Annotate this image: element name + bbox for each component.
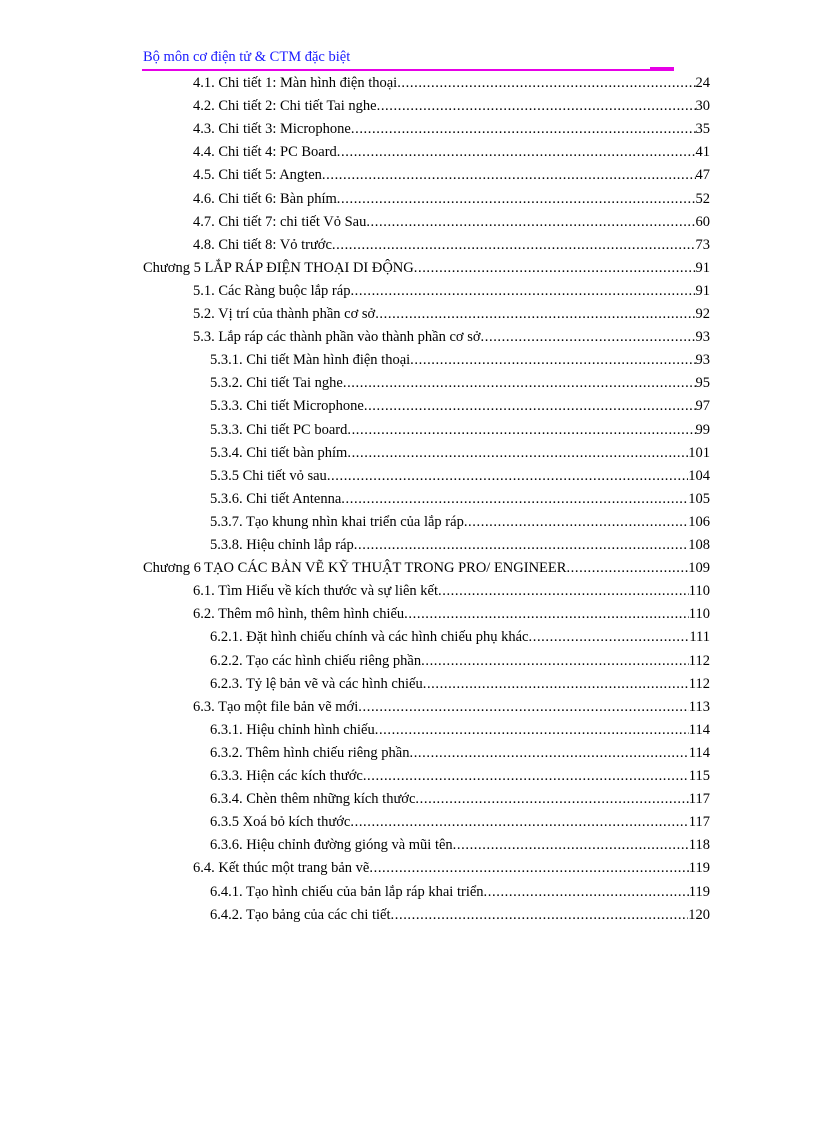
toc-dot-leader: [358, 697, 689, 717]
toc-entry: [210, 766, 710, 786]
toc-entry: [210, 512, 710, 532]
toc-entry-title: 4.3. Chi tiết 3: Microphone: [193, 121, 351, 138]
toc-entry: [193, 73, 710, 93]
toc-page-number: 108: [688, 537, 710, 553]
toc-entry-title: 5.3.1. Chi tiết Màn hình điện thoại: [210, 352, 411, 369]
toc-page-number: 117: [688, 791, 710, 808]
toc-entry: [210, 535, 710, 555]
toc-entry-title: 6.3.3. Hiện các kích thước: [210, 768, 363, 784]
toc-entry-title: 6.4. Kết thúc một trang bản vẽ: [193, 860, 370, 877]
toc-dot-leader: [343, 373, 696, 393]
toc-entry: [210, 674, 710, 694]
toc-entry: [210, 373, 710, 393]
header-rule: [142, 69, 674, 71]
toc-entry-title: Chương 6 TẠO CÁC BẢN VẼ KỸ THUẬT TRONG PRO/ ENGINEER: [143, 560, 567, 577]
toc-dot-leader: [421, 651, 689, 671]
toc-dot-leader: [410, 350, 695, 370]
toc-dot-leader: [414, 258, 696, 278]
toc-page-number: 95: [695, 375, 710, 392]
toc-entry-title: 6.3.1. Hiệu chỉnh hình chiếu: [210, 721, 375, 738]
toc-entry: [193, 119, 710, 139]
toc-page-number: 114: [688, 721, 710, 738]
toc-entry-title: 5.3.6. Chi tiết Antenna: [210, 490, 342, 507]
toc-entry-title: 5.3.3. Chi tiết PC board: [210, 421, 348, 438]
toc-dot-leader: [377, 96, 696, 116]
toc-dot-leader: [375, 720, 689, 740]
toc-entry: [193, 304, 710, 324]
toc-page-number: 93: [695, 329, 710, 346]
toc-dot-leader: [404, 604, 689, 624]
toc-page-number: 105: [688, 490, 710, 507]
toc-entry: [210, 905, 710, 925]
toc-page-number: 97: [695, 398, 710, 415]
toc-page-number: 92: [695, 306, 710, 322]
toc-page-number: 113: [688, 698, 710, 715]
toc-entry-title: 6.3.4. Chèn thêm những kích thước: [210, 791, 416, 808]
toc-dot-leader: [366, 212, 695, 232]
toc-dot-leader: [364, 396, 696, 416]
toc-entry-title: 5.1. Các Ràng buộc lắp ráp: [193, 282, 351, 299]
toc-dot-leader: [363, 766, 689, 786]
toc-page-number: 111: [689, 629, 710, 646]
toc-entry: [210, 882, 710, 902]
toc-entry-title: 5.3.4. Chi tiết bàn phím: [210, 444, 348, 461]
toc-entry-title: 4.1. Chi tiết 1: Màn hình điện thoại: [193, 75, 398, 91]
toc-entry: [210, 812, 710, 832]
toc-entry-title: 4.5. Chi tiết 5: Angten: [193, 167, 322, 184]
toc-dot-leader: [350, 812, 688, 832]
toc-entry-title: 6.3.6. Hiệu chỉnh đường gióng và mũi tên: [210, 837, 453, 854]
toc-dot-leader: [350, 281, 695, 301]
toc-page-number: 119: [688, 883, 710, 900]
toc-dot-leader: [397, 73, 695, 93]
toc-page-number: 35: [695, 121, 710, 138]
toc-page-number: 93: [695, 352, 710, 369]
toc-entry: [210, 466, 710, 486]
toc-dot-leader: [327, 466, 688, 486]
toc-dot-leader: [409, 743, 688, 763]
toc-page-number: 30: [695, 98, 710, 115]
toc-entry-title: 4.8. Chi tiết 8: Vỏ trước: [193, 236, 332, 253]
toc-dot-leader: [369, 858, 688, 878]
toc-entry-title: 4.6. Chi tiết 6: Bàn phím: [193, 190, 337, 207]
toc-page-number: 112: [688, 652, 710, 669]
toc-page-number: 104: [688, 467, 710, 484]
toc-entry: [193, 165, 710, 185]
toc-entry: [193, 281, 710, 301]
toc-entry: [193, 581, 710, 601]
toc-entry-title: 6.4.2. Tạo bảng của các chi tiết: [210, 906, 391, 923]
toc-entry-title: 5.3.2. Chi tiết Tai nghe: [210, 375, 343, 392]
toc-entry-title: 4.2. Chi tiết 2: Chi tiết Tai nghe: [193, 98, 377, 115]
toc-entry: [210, 743, 710, 763]
toc-dot-leader: [566, 558, 688, 578]
toc-entry-title: 5.3.5 Chi tiết vỏ sau: [210, 467, 327, 484]
toc-entry-title: 6.2.2. Tạo các hình chiếu riêng phần: [210, 652, 422, 669]
header-rule-accent: [650, 67, 674, 70]
toc-entry-title: 6.1. Tìm Hiểu về kích thước và sự liên kết: [193, 583, 438, 600]
toc-entry-title: 6.3. Tạo một file bản vẽ mới: [193, 698, 359, 715]
toc-entry: [210, 396, 710, 416]
toc-entry: [193, 327, 710, 347]
toc-page-number: 109: [688, 560, 710, 577]
toc-page-number: 91: [695, 259, 710, 276]
toc-page-number: 110: [688, 583, 710, 600]
toc-entry: [193, 212, 710, 232]
toc-page-number: 115: [688, 768, 710, 784]
toc-entry: [193, 697, 710, 717]
toc-dot-leader: [438, 581, 689, 601]
toc-entry: [210, 350, 710, 370]
toc-dot-leader: [354, 535, 688, 555]
toc-entry: [210, 627, 710, 647]
toc-entry-title: 5.3.3. Chi tiết Microphone: [210, 398, 364, 415]
toc-page-number: 24: [695, 75, 710, 91]
toc-dot-leader: [423, 674, 689, 694]
toc-page-number: 118: [688, 837, 710, 854]
toc-dot-leader: [415, 789, 688, 809]
toc-entry: [193, 858, 710, 878]
toc-entry: [210, 789, 710, 809]
toc-page-number: 52: [695, 190, 710, 207]
toc-dot-leader: [464, 512, 688, 532]
toc-page-number: 41: [695, 144, 710, 161]
toc-entry-title: 5.3.8. Hiệu chỉnh lắp ráp: [210, 537, 354, 553]
toc-page-number: 117: [688, 814, 710, 831]
toc-entry-title: 6.4.1. Tạo hình chiếu của bản lắp ráp khai triển: [210, 883, 484, 900]
toc-entry-title: 6.2.1. Đặt hình chiếu chính và các hình chiếu phụ khác: [210, 629, 529, 646]
toc-dot-leader: [484, 882, 689, 902]
toc-page-number: 110: [688, 606, 710, 623]
toc-dot-leader: [351, 119, 696, 139]
toc-entry: [210, 720, 710, 740]
toc-entry-title: 6.2.3. Tỷ lệ bản vẽ và các hình chiếu: [210, 675, 423, 692]
toc-page-number: 60: [695, 213, 710, 230]
toc-page-number: 91: [695, 282, 710, 299]
toc-entry-title: 6.3.2. Thêm hình chiếu riêng phần: [210, 744, 410, 761]
toc-page-number: 112: [688, 675, 710, 692]
toc-entry: [210, 651, 710, 671]
toc-dot-leader: [332, 235, 696, 255]
toc-entry-title: 6.2. Thêm mô hình, thêm hình chiếu: [193, 606, 405, 623]
toc-entry-title: Chương 5 LẮP RÁP ĐIỆN THOẠI DI ĐỘNG: [143, 259, 414, 276]
toc-dot-leader: [347, 420, 695, 440]
toc-entry: [193, 142, 710, 162]
toc-entry-title: 5.3. Lắp ráp các thành phần vào thành phần cơ sở: [193, 329, 481, 346]
toc-entry-title: 6.3.5 Xoá bỏ kích thước: [210, 814, 351, 831]
toc-entry-title: 5.2. Vị trí của thành phần cơ sở: [193, 306, 376, 322]
toc-page-number: 119: [688, 860, 710, 877]
toc-dot-leader: [453, 835, 689, 855]
toc-dot-leader: [391, 905, 689, 925]
toc-chapter-entry: [143, 558, 710, 578]
toc-entry-title: 4.4. Chi tiết 4: PC Board: [193, 144, 337, 161]
toc-page-number: 106: [688, 513, 710, 530]
toc-page-number: 73: [695, 236, 710, 253]
toc-entry: [193, 96, 710, 116]
toc-dot-leader: [481, 327, 696, 347]
toc-page-number: 47: [695, 167, 710, 184]
toc-page-number: 101: [688, 444, 710, 461]
toc-entry-title: 4.7. Chi tiết 7: chi tiết Vỏ Sau: [193, 213, 367, 230]
toc-dot-leader: [341, 489, 688, 509]
toc-entry: [193, 604, 710, 624]
toc-entry: [193, 235, 710, 255]
toc-page-number: 99: [695, 421, 710, 438]
toc-chapter-entry: [143, 258, 710, 278]
toc-dot-leader: [347, 443, 688, 463]
toc-entry: [210, 489, 710, 509]
toc-entry: [210, 835, 710, 855]
toc-dot-leader: [529, 627, 690, 647]
toc-entry: [210, 443, 710, 463]
toc-entry: [210, 420, 710, 440]
toc-dot-leader: [322, 165, 696, 185]
running-header: Bộ môn cơ điện tử & CTM đặc biệt: [143, 49, 351, 65]
toc-entry-title: 5.3.7. Tạo khung nhìn khai triển của lắp ráp: [210, 513, 464, 530]
toc-dot-leader: [337, 142, 696, 162]
toc-page-number: 120: [688, 906, 710, 923]
toc-entry: [193, 189, 710, 209]
toc-page-number: 114: [688, 744, 710, 761]
toc-dot-leader: [337, 189, 696, 209]
toc-dot-leader: [375, 304, 695, 324]
